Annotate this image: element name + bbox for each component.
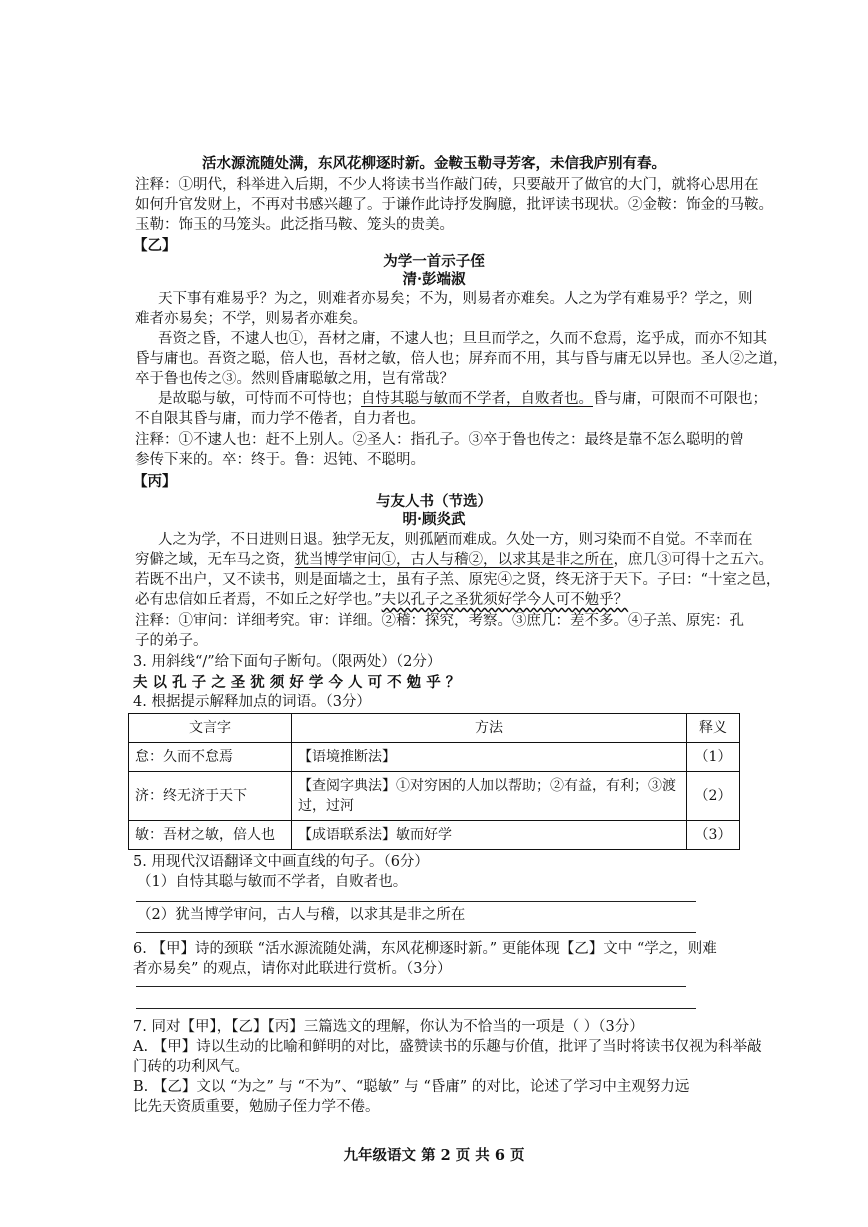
bing-body-line-4a: 必有忠信如丘者焉，不如丘之好学也。” (135, 592, 382, 608)
bing-body-line-4 (135, 591, 628, 610)
q4-table (128, 713, 740, 850)
yi-body-line-7: 不自限其昏与庸，而力学不倦者，自力者也。 (135, 411, 425, 427)
bing-body-line-3: 若既不出户，又不读书，则是面墙之士，虽有子羔、原宪④之贤，终无济于天下。子曰：“十室之邑， (135, 572, 781, 588)
q4-method-2: 【查阅字典法】①对穷困的人加以帮助；②有益，有利；③渡过，过河 (292, 772, 687, 821)
bing-body-line-2a: 穷僻之域，无车马之资， (135, 552, 295, 568)
answer-line-q5-1[interactable] (136, 901, 696, 902)
answer-line-q6-1[interactable] (136, 986, 686, 987)
note-yi-line-2: 参传下来的。卒：终于。鲁：迟钝、不聪明。 (135, 452, 425, 468)
q7-option-a-line-2: 门砖的功利风气。 (133, 1059, 249, 1075)
bing-body-line-2c: ，庶几③可得十之五六。 (613, 552, 773, 568)
yi-body-line-4: 昏与庸也。吾资之聪，倍人也，吾材之敏，倍人也；屏弃而不用，其与昏与庸无以异也。圣人②之道， (135, 351, 788, 367)
q5-sentence-2: （2）犹当博学审问，古人与稽，以求其是非之所在 (137, 907, 466, 923)
q7-prompt: 7. 同对【甲】，【乙】【丙】三篇选文的理解，你认为不恰当的一项是（ ）（3分） (133, 1019, 644, 1035)
yi-body-line-5: 卒于鲁也传之③。然则昏庸聪敏之用，岂有常哉？ (135, 371, 454, 387)
section-label-yi: 【乙】 (133, 237, 177, 254)
yi-body-line-2: 难者亦易矣；不学，则易者亦难矣。 (135, 311, 367, 327)
note-jia-line-3: 玉勒：饰玉的马笼头。此泛指马鞍、笼头的贵美。 (135, 217, 454, 233)
q4-prompt: 4. 根据提示解释加点的词语。（3分） (133, 694, 371, 710)
q4-table-header-row (129, 714, 740, 743)
yi-body-line-6 (158, 390, 767, 409)
q5-sentence-1: （1）自恃其聪与敏而不学者，自败者也。 (137, 874, 408, 890)
note-yi-line-1: 注释：①不逮人也：赶不上别人。②圣人：指孔子。③卒于鲁也传之：最终是靠不怎么聪明的曾 (135, 432, 744, 448)
bing-body-line-1: 人之为学，不日进则日退。独学无友，则孤陋而难成。久处一方，则习染而不自觉。不幸而在 (158, 532, 753, 548)
page-footer: 九年级语文 第 2 页 共 6 页 (343, 1147, 525, 1164)
wavy-sentence-bing: 夫以孔子之圣犹须好学今人可不勉乎？ (381, 592, 629, 608)
q4-method-1: 【语境推断法】 (292, 743, 687, 772)
q4-answer-blank-3[interactable]: （3） (687, 821, 740, 850)
section-label-bing: 【丙】 (133, 473, 177, 490)
note-bing-line-1: 注释：①审问：详细考究。审：详细。②稽：探究，考察。③庶几：差不多。④子羔、原宪：孔 (135, 613, 744, 629)
bing-body-line-2 (135, 551, 773, 570)
yi-body-line-6a: 是故聪与敏，可恃而不可恃也； (158, 391, 361, 407)
q7-option-b-line-1: B. 【乙】文以 “为之” 与 “不为”、“聪敏” 与 “昏庸” 的对比，论述了学习中主观努力远 (133, 1079, 690, 1095)
q4-method-3: 【成语联系法】敏而好学 (292, 821, 687, 850)
q4-answer-blank-1[interactable]: （1） (687, 743, 740, 772)
q4-answer-blank-2[interactable]: （2） (687, 772, 740, 821)
poem-line: 活水源流随处满，东风花柳逐时新。金鞍玉勒寻芳客，未信我庐别有春。 (202, 155, 666, 172)
yi-body-line-6c: 昏与庸，可限而不可限也； (593, 391, 767, 407)
q6-prompt-line-2: 者亦易矣” 的观点，请你对此联进行赏析。（3分） (133, 961, 452, 977)
underlined-sentence-yi: 自恃其聪与敏而不学者，自败者也。 (361, 391, 593, 407)
table-row (129, 743, 740, 772)
bing-author: 明·顾炎武 (402, 511, 466, 528)
yi-author: 清·彭端淑 (402, 271, 466, 288)
q6-prompt-line-1: 6. 【甲】诗的颈联 “活水源流随处满，东风花柳逐时新。” 更能体现【乙】文中 “学之，则难 (133, 941, 717, 957)
underlined-sentence-bing: 犹当博学审问①，古人与稽②，以求其是非之所在 (294, 552, 614, 568)
q4-word-1: 怠：久而不怠焉 (129, 743, 292, 772)
q4-header-method: 方法 (292, 714, 687, 743)
q5-prompt: 5. 用现代汉语翻译文中画直线的句子。（6分） (133, 854, 429, 870)
table-row (129, 821, 740, 850)
q3-prompt: 3. 用斜线“/”给下面句子断句。（限两处）（2分） (133, 654, 442, 670)
yi-body-line-1: 天下事有难易乎？为之，则难者亦易矣；不为，则易者亦难矣。人之为学有难易乎？学之，则 (158, 291, 753, 307)
q4-word-3: 敏：吾材之敏，倍人也 (129, 821, 292, 850)
q7-option-a-line-1: A. 【甲】诗以生动的比喻和鲜明的对比，盛赞读书的乐趣与价值，批评了当时将读书仅视为科举敲 (133, 1039, 762, 1055)
q4-header-word: 文言字 (129, 714, 292, 743)
note-jia-line-1: 注释：①明代，科举进入后期，不少人将读书当作敲门砖，只要敲开了做官的大门，就将心思用在 (135, 177, 759, 193)
q4-header-answer: 释义 (687, 714, 740, 743)
q4-word-2: 济：终无济于天下 (129, 772, 292, 821)
answer-line-q5-2[interactable] (136, 932, 696, 933)
note-bing-line-2: 子的弟子。 (135, 633, 208, 649)
answer-line-q6-2[interactable] (136, 1008, 696, 1009)
q7-option-b-line-2: 比先天资质重要，勉励子侄力学不倦。 (133, 1099, 380, 1115)
yi-title: 为学一首示子侄 (383, 253, 485, 270)
note-jia-line-2: 如何升官发财上，不再对书感兴趣了。于谦作此诗抒发胸臆，批评读书现状。②金鞍：饰金的马鞍。 (135, 197, 773, 213)
bing-title: 与友人书（节选） (376, 493, 492, 510)
table-row (129, 772, 740, 821)
yi-body-line-3: 吾资之昏，不逮人也①，吾材之庸，不逮人也；旦旦而学之，久而不怠焉，迄乎成，而亦不知其 (158, 331, 767, 347)
q3-sentence: 夫 以 孔 子 之 圣 犹 须 好 学 今 人 可 不 勉 乎 ？ (133, 674, 461, 691)
